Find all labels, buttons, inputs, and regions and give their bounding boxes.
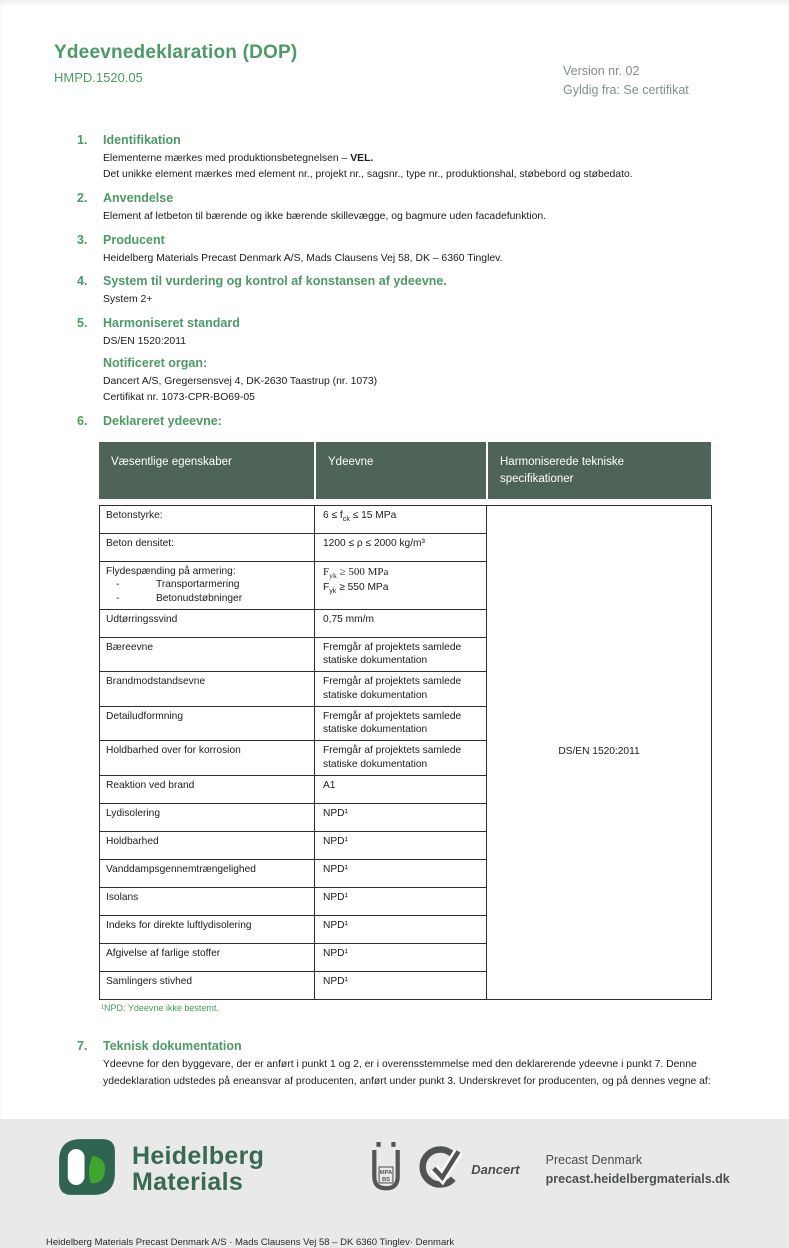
table-footnote: ¹NPD: Ydeevne ikke bestemt. xyxy=(101,1002,219,1013)
property-cell: Udtørringssvind xyxy=(100,609,315,637)
performance-cell: NPD¹ xyxy=(315,831,487,859)
section-number: 4. xyxy=(77,274,88,289)
section-heading: Producent xyxy=(103,232,165,247)
property-cell: Vanddampsgennemtrængelighed xyxy=(100,859,315,887)
valid-from: Gyldig fra: Se certifikat xyxy=(563,83,689,98)
performance-cell: $6 \le f_{ck} \le 15$ MPa xyxy=(315,506,487,534)
section-number: 7. xyxy=(77,1038,88,1053)
section-number: 6. xyxy=(77,413,88,428)
table-header-row xyxy=(99,442,711,499)
section-7 xyxy=(77,1039,735,1090)
harmonised-spec-cell: DS/EN 1520:2011 xyxy=(487,506,712,1000)
section-text-line: Element af letbeton til bærende og ikke bærende skillevægge, og bagmure uden facadefunktion. xyxy=(103,211,547,223)
section-number: 2. xyxy=(77,191,88,206)
footer-contact-block xyxy=(546,1151,730,1189)
section-number: 3. xyxy=(77,232,88,247)
performance-cell: NPD¹ xyxy=(315,915,487,943)
mpa-bs-certification-icon xyxy=(369,1141,403,1198)
property-cell: Betonstyrke: xyxy=(100,506,315,534)
section-1 xyxy=(77,133,735,184)
version-number: Version nr. 02 xyxy=(563,64,640,78)
brand-block xyxy=(56,1136,264,1203)
section-number: 5. xyxy=(77,315,88,330)
heidelberg-materials-logo-icon xyxy=(56,1136,118,1203)
section-heading: Teknisk dokumentation xyxy=(103,1038,242,1053)
performance-cell: NPD¹ xyxy=(315,803,487,831)
section-heading: Deklareret ydeevne: xyxy=(103,413,222,428)
section-heading: Identifikation xyxy=(103,132,181,147)
section-text-line: Ydeevne for den byggevare, der er anført i punkt 1 og 2, er i overensstemmelse med den deklarerende ydeevne i punkt 7. Denne ydedeklaration udstedes på eneansvar af producenten, anført under punkt 3. Underskrevet for producenten, og på dennes vegne af: xyxy=(103,1058,711,1087)
title-block xyxy=(54,40,297,85)
section-subheading: Notificeret organ: xyxy=(103,355,208,370)
section-2 xyxy=(77,191,735,226)
property-cell: Reaktion ved brand xyxy=(100,775,315,803)
performance-cell: Fremgår af projektets samlede statiske dokumentation xyxy=(315,706,487,741)
performance-cell: A1 xyxy=(315,775,487,803)
sections-top xyxy=(77,133,735,432)
section-text-line: System 2+ xyxy=(103,294,153,306)
section-text-line: Det unikke element mærkes med element nr., projekt nr., sagsnr., type nr., produktionshal, støbebord og støbedato. xyxy=(103,169,633,181)
column-header-performance: Ydeevne xyxy=(314,442,486,499)
footer-address-line: Heidelberg Materials Precast Denmark A/S · Mads Clausens Vej 58 – DK 6360 Tinglev· Denmark xyxy=(46,1237,455,1248)
section-text-line: DS/EN 1520:2011 xyxy=(103,335,186,347)
brand-line2: Materials xyxy=(132,1167,244,1196)
performance-cell: Fremgår af projektets samlede statiske dokumentation xyxy=(315,672,487,707)
section-4 xyxy=(77,274,735,309)
version-block xyxy=(563,62,735,101)
property-cell: Flydespænding på armering: - Transportarmering - Betonudstøbninger xyxy=(100,562,315,610)
performance-cell: NPD¹ xyxy=(315,971,487,999)
section-6 xyxy=(77,414,735,432)
section-text-line: Dancert A/S, Gregersensvej 4, DK-2630 Taastrup (nr. 1073) xyxy=(103,375,378,387)
table-row xyxy=(100,506,712,534)
property-cell: Afgivelse af farlige stoffer xyxy=(100,943,315,971)
performance-cell: Fremgår af projektets samlede statiske dokumentation xyxy=(315,741,487,776)
table-body xyxy=(99,505,712,1000)
column-header-specifications: Harmoniserede tekniske specifikationer xyxy=(486,442,711,499)
dancert-label: Dancert xyxy=(471,1162,520,1178)
property-cell: Lydisolering xyxy=(100,803,315,831)
section-3 xyxy=(77,233,735,268)
performance-cell: NPD¹ xyxy=(315,859,487,887)
mpa-mark-text-line2: BS xyxy=(382,1177,391,1184)
declared-performance-table xyxy=(99,442,711,1000)
section-5 xyxy=(77,316,735,407)
section-text-line: Elementerne mærkes med produktionsbetegnelsen – VEL. xyxy=(103,152,374,164)
page-title: Ydeevnedeklaration (DOP) xyxy=(54,42,298,63)
certification-marks xyxy=(369,1141,519,1198)
performance-cell: NPD¹ xyxy=(315,887,487,915)
property-cell: Indeks for direkte luftlydisolering xyxy=(100,915,315,943)
property-cell: Holdbarhed over for korrosion xyxy=(100,741,315,776)
performance-cell: NPD¹ xyxy=(315,943,487,971)
performance-cell: Fremgår af projektets samlede statiske dokumentation xyxy=(315,637,487,672)
property-cell: Beton densitet: xyxy=(100,534,315,562)
mpa-mark-text-line1: MPA xyxy=(379,1170,393,1177)
property-cell: Detailudformning xyxy=(100,706,315,741)
dancert-certification-icon xyxy=(413,1141,465,1198)
footer-division: Precast Denmark xyxy=(545,1153,643,1167)
sections-bottom xyxy=(77,1039,735,1090)
section-heading: Harmoniseret standard xyxy=(103,315,240,330)
document-header xyxy=(54,40,735,101)
document-id: HMPD.1520.05 xyxy=(54,70,143,85)
section-text-line: Heidelberg Materials Precast Denmark A/S, Mads Clausens Vej 58, DK – 6360 Tinglev. xyxy=(103,252,503,264)
property-cell: Bæreevne xyxy=(100,637,315,672)
section-heading: System til vurdering og kontrol af konstansen af ydeevne. xyxy=(103,274,447,289)
property-cell: Holdbarhed xyxy=(100,831,315,859)
page-footer xyxy=(56,1136,735,1203)
performance-cell: $F_{yk} \ge 500$ MPa $F_{yk} \ge 550$ MPa xyxy=(315,562,487,610)
column-header-properties: Væsentlige egenskaber xyxy=(111,455,232,468)
property-cell: Brandmodstandsevne xyxy=(100,672,315,707)
footer-website: precast.heidelbergmaterials.dk xyxy=(545,1171,730,1186)
brand-wordmark xyxy=(132,1144,264,1195)
property-cell: Isolans xyxy=(100,887,315,915)
property-cell: Samlingers stivhed xyxy=(100,971,315,999)
brand-line1: Heidelberg xyxy=(132,1142,265,1171)
section-number: 1. xyxy=(77,132,88,147)
performance-cell: 0,75 mm/m xyxy=(315,609,487,637)
performance-cell: 1200 ≤ ρ ≤ 2000 kg/m³ xyxy=(315,534,487,562)
section-heading: Anvendelse xyxy=(103,191,174,206)
section-text-line: Certifikat nr. 1073-CPR-BO69-05 xyxy=(103,392,255,404)
